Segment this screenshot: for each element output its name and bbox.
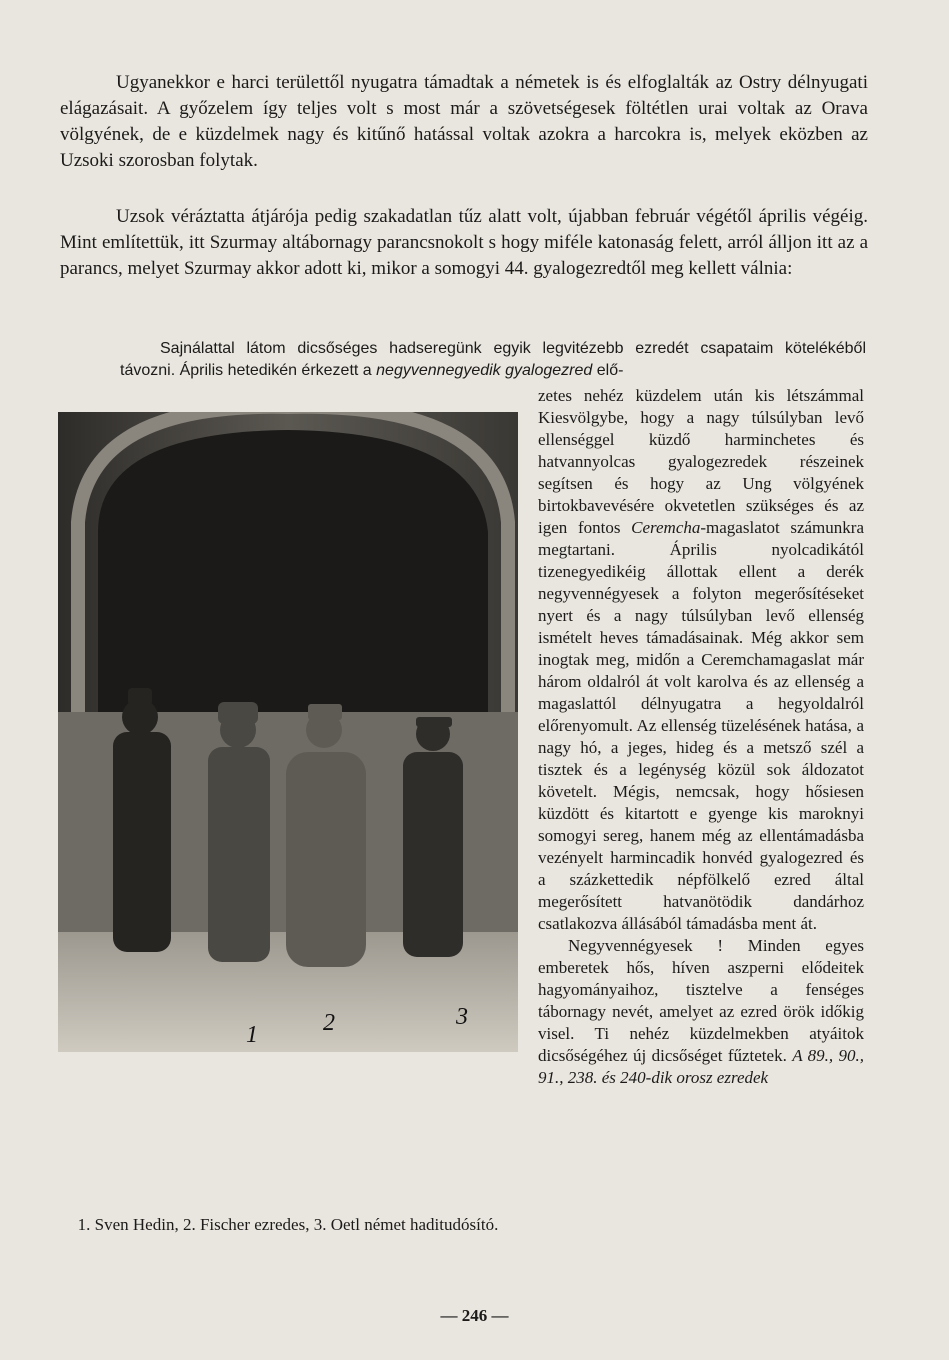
quote-lead-text: Sajnálattal látom dicsőséges hadseregünk egyik legvitézebb ezredét csapataim kötelékéből távozni. Április hetedikén érkezett a bbox=[120, 340, 866, 379]
page-number: — 246 — bbox=[440, 1306, 509, 1325]
quote-column-para-2 bbox=[538, 935, 864, 1089]
quote-lead bbox=[120, 338, 866, 382]
quote-col-text-3: Negyvennégyesek ! Minden egyes emberetek hős, híven aszperni elődeitek hagyományaihoz, tisztelve a fenséges tábornagy nevét, amelyet az ezred örök időkig visel. Ti nehéz küzdelmekben atyáitok dicsőségéhez új dicsőséget fűztetek. bbox=[538, 936, 864, 1065]
photo-mark-2: 2 bbox=[323, 1010, 335, 1036]
quote-column-para-1 bbox=[538, 385, 864, 935]
photo-mark-1: 1 bbox=[246, 1022, 258, 1048]
quote-lead-italic: negyvennegyedik gyalogezred bbox=[376, 362, 593, 379]
quote-col-italic: Ceremcha bbox=[631, 518, 701, 537]
quote-col-text-1: zetes nehéz küzdelem után kis létszámmal Kiesvölgybe, hogy a nagy túlsúlyban levő ellenséggel küzdő harminchetes és hatvannyolcas gyalogezredek részeinek segítsen és hogy az Ung völgyének birtokbavevésére okvetetlen szükséges és az igen fontos bbox=[538, 386, 864, 537]
photo-caption: 1. Sven Hedin, 2. Fischer ezredes, 3. Oetl német haditudósító. bbox=[77, 1215, 499, 1234]
paragraph-2-text: Uzsok véráztatta átjárója pedig szakadatlan tűz alatt volt, újabban február végétől április végéig. Mint említettük, itt Szurmay altábornagy parancsnokolt s hogy miféle katonaság felett, arról álljon itt az a parancs, melyet Szurmay akkor adott ki, mikor a somogyi 44. gyalogezredtől meg kellett válnia: bbox=[60, 206, 868, 279]
historical-photograph bbox=[58, 412, 518, 1052]
photo-mark-3: 3 bbox=[456, 1004, 468, 1030]
paragraph-2 bbox=[60, 204, 868, 282]
quote-col-text-2: -magaslatot számunkra megtartani. Április nyolcadikától tizenegyedikéig állottak ellent a derék negyvennégyesek a folyton megerősítéseket nyert és a nagy túlsúlyban levő ellenség ismételt heves támadásainak. Még akkor sem inogtak meg, midőn a Ceremchamagaslat már három oldalról át volt karolva és az ellenség a magaslattól délnyugatra a hegyoldalról előrenyomult. Az ellenség tüzelésének hatása, a nagy hó, a jeges, hideg és a metsző szél a tisztek és a legénység közül sok áldozatot követelt. Mégis, nemcsak, hogy hősiesen küzdött és kitartott e gyenge kis maroknyi somogyi sereg, hanem még az ellentámadásba vezényelt harmincadik honvéd gyalogezred és a százkettedik népfölkelő ezred által megerősített hatvanötödik dandárhoz csatlakozva állásából támadásba ment át. bbox=[538, 518, 864, 933]
quote-lead-end: elő- bbox=[592, 362, 624, 379]
photo-illustration bbox=[58, 412, 518, 1052]
paragraph-1 bbox=[60, 70, 868, 174]
paragraph-1-text: Ugyanekkor e harci területtől nyugatra támadtak a németek is és elfoglalták az Ostry délnyugati elágazásait. A győzelem így teljes volt s most már a szövetségesek föltétlen urai voltak az Orava völgyének, de e küzdelmek nagy és kitűnő hatással voltak azokra a harcokra is, melyek eközben az Uzsoki szorosban folytak. bbox=[60, 72, 868, 171]
quote-column bbox=[538, 385, 864, 1089]
quote-col-text-3-italic: A 89., 90., 91., 238. és 240-dik orosz ezredek bbox=[538, 1046, 864, 1087]
